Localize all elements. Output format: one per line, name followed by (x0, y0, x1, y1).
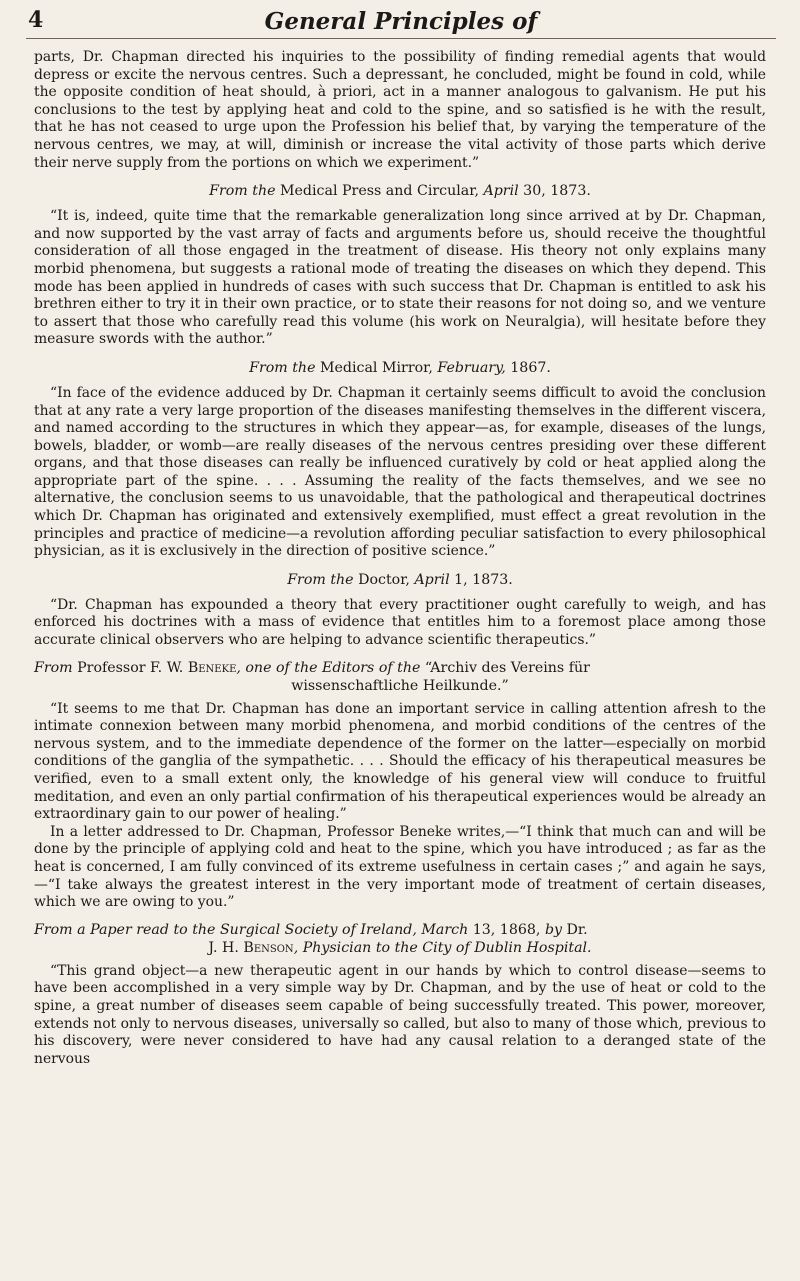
source-name: Doctor, (353, 571, 415, 588)
source-name: Medical Press and Circular, (275, 183, 484, 200)
source-role: , Physician to the City of Dublin Hospital. (293, 939, 592, 956)
source-surname: Beneke (187, 659, 237, 676)
source-date: February, (437, 359, 506, 376)
quote-benson: “This grand object—a new therapeutic agent in our hands by which to control disease—seems to have been accomplished in a very simple way by Dr. Chapman, and by the use of heat or cold to the spine, a great number of diseases seem capable of being successfully treated. This power, moreover, extends not only to nervous diseases, universally so called, but also to many of those which, previous to his discovery, were never considered to have had any causal relation to a deranged state of the nervous (34, 962, 766, 1067)
quote-beneke: “It seems to me that Dr. Chapman has done an important service in calling attention afresh to the intimate connexion between many morbid phenomena, and morbid conditions of the centres of the nervous system, and to the immediate dependence of the former on the latter—especially on morbid conditions of the ganglia of the sympathetic. . . . Should the efficacy of his therapeutical measures be verified, even to a small extent only, the knowledge of his general view will conduce to fruitful meditation, and even an only partial confirmation of his therapeutical experiences would be already an extraordinary gain to our power of healing.” (34, 700, 766, 823)
source-heading-beneke (34, 659, 766, 695)
source-heading-benson (34, 921, 766, 957)
page-number: 4 (28, 7, 44, 33)
running-title: General Principles of (264, 8, 538, 35)
source-surname: Benson (243, 939, 294, 956)
source-date: April (483, 183, 519, 200)
source-name: J. H. (208, 939, 244, 956)
source-from: From the (287, 571, 354, 588)
source-heading-doctor (34, 571, 766, 589)
source-name: Professor F. W. (72, 659, 188, 676)
source-year: 1867. (505, 359, 551, 376)
source-from: From (34, 659, 73, 676)
source-day: 13, 1868, (468, 921, 545, 938)
running-head (26, 4, 776, 39)
source-year: 30, 1873. (518, 183, 591, 200)
source-author-line (34, 939, 766, 957)
source-from: From the (209, 183, 276, 200)
source-by: by (544, 921, 563, 938)
letter-beneke: In a letter addressed to Dr. Chapman, Professor Beneke writes,—“I think that much can and will be done by the principle of applying cold and heat to the spine, which you have introduced ; as far as the heat is concerned, I am fully convinced of its extreme usefulness in certain cases ;” and again he says,—“I take always the greatest interest in the very important mode of treatment of certain diseases, which we are owing to you.” (34, 823, 766, 911)
source-role: , one of the Editors of the (236, 659, 425, 676)
source-journal-continued: wissenschaftliche Heilkunde.” (291, 677, 509, 694)
source-year: 1, 1873. (449, 571, 513, 588)
source-heading-medical-mirror (34, 359, 766, 377)
source-dr: Dr. (562, 921, 588, 938)
source-heading-medical-press (34, 182, 766, 200)
quote-doctor: “Dr. Chapman has expounded a theory that every practitioner ought carefully to weigh, and has enforced his doctrines with a mass of evidence that entitles him to a foremost place among those accurate clinical observers who are helping to advance scientific therapeutics.” (34, 596, 766, 649)
source-journal: “Archiv des Vereins für (424, 659, 590, 676)
paragraph-continuation: parts, Dr. Chapman directed his inquiries to the possibility of finding remedial agents that would depress or excite the nervous centres. Such a depressant, he concluded, might be found in cold, while the opposite condition of heat should, à priori, act in a manner analogous to galvanism. He put his conclusions to the test by applying heat and cold to the spine, and so satisfied is he with the result, that he has not ceased to urge upon the Profession his belief that, by varying the temperature of the nervous centres, we may, at will, diminish or increase the vital activity of those parts which derive their nerve supply from the portions on which we experiment.” (34, 49, 766, 171)
quote-medical-press: “It is, indeed, quite time that the remarkable generalization long since arrived at by Dr. Chapman, and now supported by the vast array of facts and arguments before us, should receive the thoughtful consideration of all those engaged in the treatment of disease. His theory not only explains many morbid phenomena, but suggests a rational mode of treating the diseases on which they depend. This mode has been applied in hundreds of cases with such success that Dr. Chapman is entitled to ask his brethren either to try it in their own practice, or to state their reasons for not doing so, and we venture to assert that those who carefully read this volume (his work on Neuralgia), will hesitate before they measure swords with the author.” (34, 208, 766, 348)
source-paper: From a Paper read to the Surgical Society of Ireland, March (34, 921, 469, 938)
source-date: April (414, 571, 450, 588)
source-from: From the (249, 359, 316, 376)
source-name: Medical Mirror, (315, 359, 438, 376)
quote-medical-mirror: “In face of the evidence adduced by Dr. Chapman it certainly seems difficult to avoid the conclusion that at any rate a very large proportion of the diseases manifesting themselves in the different viscera, and named according to the structures in which they appear—as, for example, diseases of the lungs, bowels, bladder, or womb—are really diseases of the nervous centres presiding over these different organs, and that those diseases can really be influenced curatively by cold or heat applied along the appropriate part of the spine. . . . Assuming the reality of the facts themselves, and we see no alternative, the conclusion seems to us unavoidable, that the pathological and therapeutical doctrines which Dr. Chapman has originated and extensively exemplified, must effect a great revolution in the principles and practice of medicine—a revolution affording peculiar satisfaction to every philosophical physician, as it is exclusively in the direction of positive science.” (34, 384, 766, 560)
